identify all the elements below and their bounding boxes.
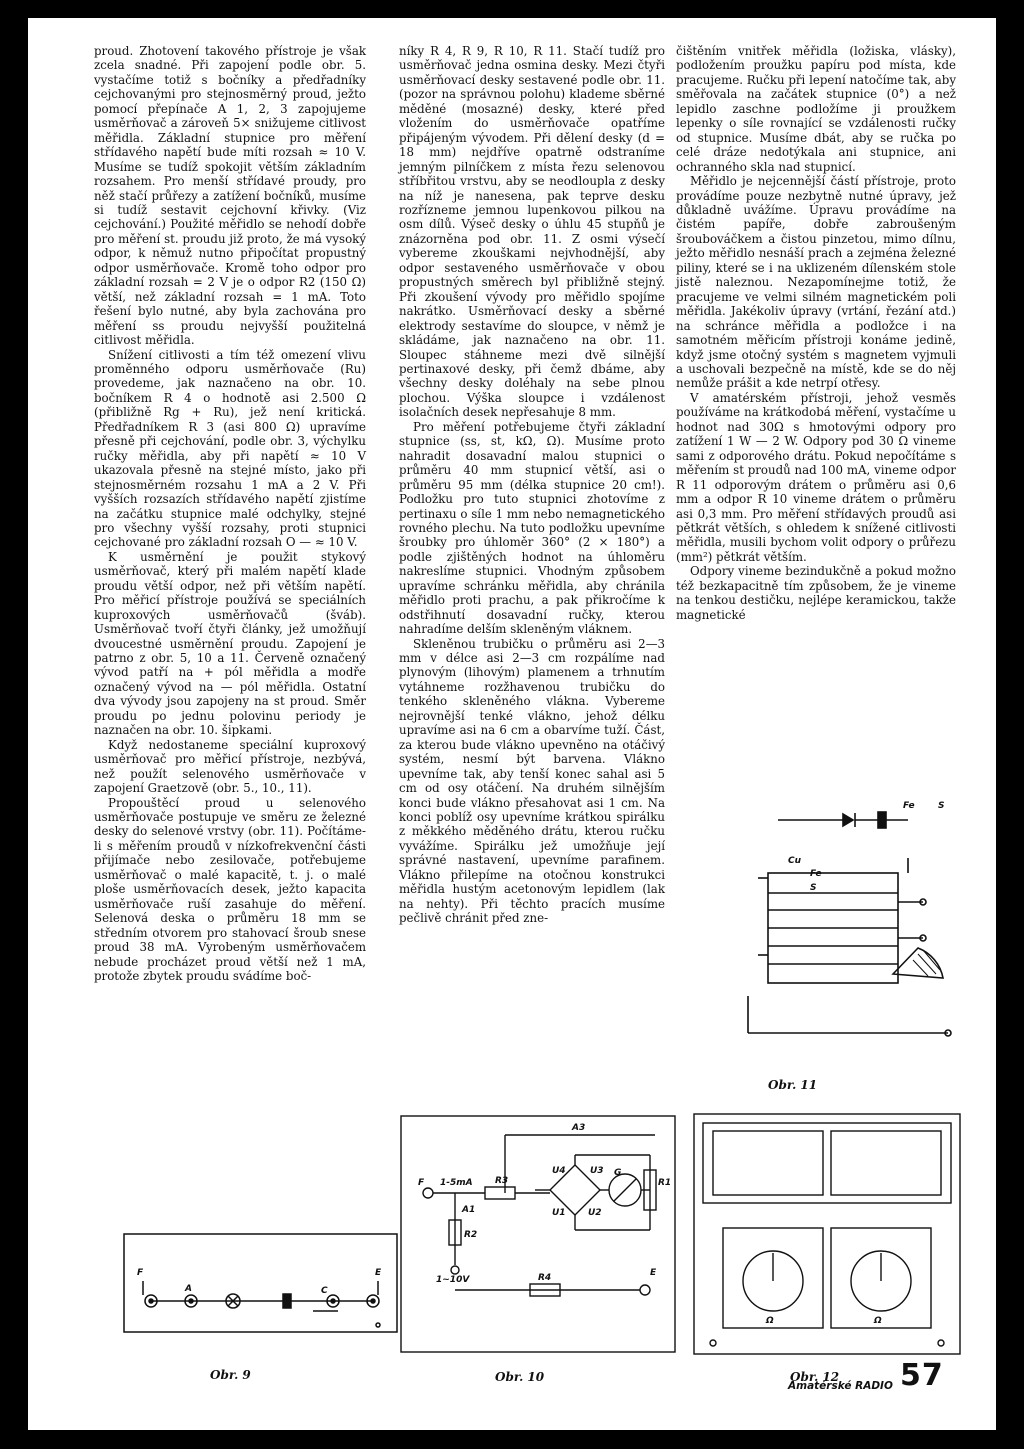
paragraph: čištěním vnitřek měřidla (ložiska, vlásky), podložením proužku papíru pod místa, kde pracujeme. Ručku při lepení natočíme tak, aby směřovala na začátek stupnice (0°) a než lepidlo zaschne podložíme ji proužkem lepenky o síle rovnající se vzdálenosti ručky od stupnice. Musíme dbát, aby se ručka po celé dráze nedotýkala ani stupnice, ani ochranného skla nad stupnicí. — [676, 44, 956, 174]
fig9-label: E — [375, 1268, 382, 1278]
page-number: 57 — [900, 1358, 944, 1393]
fig10-label: U2 — [588, 1208, 602, 1218]
paragraph: Měřidlo je nejcennější částí přístroje, proto provádíme pouze nezbytně nutné úpravy, jež důkladně uvážíme. Úpravu provádíme na čistém papíře, dobře zabroušeným šroubováčkem a čistou pinzetou, mimo dílnu, ježto měřidlo nesnáší prach a zejména železné piliny, které se i na uklizeném dílenském stole jistě naleznou. Nezapomínejme totiž, že pracujeme ve velmi silném magnetickém poli měřidla. Jakékoliv úpravy (vrtání, řezání atd.) na schránce měřidla a podložce i na samotném měřicím přístroji konáme jedině, když jsme otočný systém s magnetem vyjmuli a uschovali bezpečně na místě, kde se do něj nemůže prášit a kde netrpí otřesy. — [676, 174, 956, 391]
magazine-page — [28, 18, 996, 1430]
text-column-1 — [94, 44, 366, 983]
fig11-label: Cu — [788, 856, 802, 866]
fig9-drawing — [123, 1233, 398, 1333]
fig11-label: S — [938, 801, 945, 811]
fig10-label: 1~10V — [436, 1275, 470, 1285]
figure-caption: Obr. 9 — [210, 1368, 251, 1382]
paragraph: K usměrnění je použit stykový usměrňovač, který při malém napětí klade proudu větší odpor, než při větším napětí. Pro měřicí přístroje používá se speciálních kuproxových usměrňovačů (šváb). Usměrňovač tvoří čtyři články, jež umožňují dvoucestné usměrnění proudu. Zapojení je patrno z obr. 5, 10 a 11. Červeně označený vývod patří na + pól měřidla a modře označený vývod na — pól měřidla. Ostatní dva vývody jsou zapojeny na st proud. Směr proudu po jednu polovinu periody je naznačen na obr. 10. šipkami. — [94, 549, 366, 738]
figure-10-circuit — [400, 1115, 676, 1353]
fig12-label: Ω — [766, 1316, 774, 1326]
fig12-label: Ω — [874, 1316, 882, 1326]
fig10-label: 1-5mA — [440, 1178, 473, 1188]
paragraph: níky R 4, R 9, R 10, R 11. Stačí tudíž pro usměrňovač jedna osmina desky. Mezi čtyři usměrňovací desky sestavené podle obr. 11. (pozor na správnou polohu) klademe sběrné měděné (mosazné) desky, které před vložením do usměrňovače opatříme připájeným vývodem. Při dělení desky (d = 18 mm) nejdříve opatrně odstraníme jemným pilníčkem z místa řezu selenovou stříbřitou vrstvu, aby se neodloupla z desky na níž je nanesena, pak teprve desku rozřízneme jemnou lupenkovou pilkou na osm dílů. Výseč desky o úhlu 45 stupňů je znázorněna pod obr. 11. Z osmi výsečí vybereme zkouškami nejvhodnější, aby odpor sestaveného usměrňovače v obou propustných směrech byl přibližně stejný. Při zkoušení vývody pro měřidlo spojíme nakrátko. Usměrňovací desky a sběrné elektrody sestavíme do sloupce, v němž je skládáme, jak naznačeno na obr. 11. Sloupec stáhneme mezi dvě silnější pertinaxové desky, při čemž dbáme, aby všechny desky doléhaly na sebe plnou plochou. Výška sloupce i vzdálenost isolačních desek nepřesahuje 8 mm. — [399, 44, 665, 420]
fig11-label: Fe — [903, 801, 915, 811]
fig11-label: Fe — [810, 869, 822, 879]
fig10-schematic — [400, 1115, 676, 1353]
fig10-label: R2 — [464, 1230, 478, 1240]
fig10-label: E — [650, 1268, 657, 1278]
fig10-label: U1 — [552, 1208, 566, 1218]
text-column-3 — [676, 44, 956, 622]
paragraph: Odpory vineme bezindukčně a pokud možno též bezkapacitně tím způsobem, že je vineme na tenkou destičku, nejlépe keramickou, takže magnetické — [676, 564, 956, 622]
rectifier-stack-diagram — [718, 798, 958, 1048]
fig10-label: A3 — [572, 1123, 586, 1133]
fig9-label: A — [185, 1284, 192, 1294]
paragraph: Když nedostaneme speciální kuproxový usměrňovač pro měřicí přístroje, nezbývá, než použít selenového usměrňovače v zapojení Graetzově (obr. 5., 10., 11). — [94, 737, 366, 796]
figure-caption: Obr. 10 — [495, 1370, 545, 1384]
paragraph: Snížení citlivosti a tím též omezení vlivu proměnného odporu usměrňovače (Ru) provedeme, jak naznačeno na obr. 10. bočníkem R 4 o hodnotě asi 2.500 Ω (přibližně Rg + Ru), jež není kritická. Předřadníkem R 3 (asi 800 Ω) upravíme přesně při cejchování, podle obr. 3, výchylku ručky měřidla, aby při napětí ≈ 10 V ukazovala přesně na stejné místo, jako při stejnosměrném rozsahu 1 mA a 2 V. Při vyšších rozsazích střídavého napětí zjistíme na začátku stupnice malé odchylky, stejné pro všechny vyšší rozsahy, proti stupnici cejchované pro základní rozsah O — ≈ 10 V. — [94, 347, 366, 550]
fig10-label: U3 — [590, 1166, 604, 1176]
paragraph: Skleněnou trubičku o průměru asi 2—3 mm v délce asi 2—3 cm rozpálíme nad plynovým (lihovým) plamenem a trhnutím vytáhneme rozžhavenou trubičku do tenkého skleněného vlákna. Vybereme nejrovnější tenké vlákno, jehož délku upravíme asi na 6 cm a obarvíme tuží. Část, za kterou bude vlákno upevněno na otáčivý systém, nesmí být barvena. Vlákno upevníme tak, aby tenší konec sahal asi 5 cm od osy otáčení. Na druhém silnějším konci bude vlákno přesahovat asi 1 cm. Na konci poblíž osy upevníme krátkou spirálku z měkkého měděného drátu, kterou ručku vyvážíme. Spirálku jež umožňuje její správné nastavení, upevníme parafinem. Vlákno přilepíme na otočnou konstrukci měřidla hustým acetonovým lepidlem (lak na nehty). Při těchto pracích musíme pečlivě chránit před zne- — [399, 636, 665, 926]
figure-9-meter-setup — [123, 1233, 398, 1333]
paragraph: proud. Zhotovení takového přístroje je však zcela snadné. Při zapojení podle obr. 5. vystačíme totiž s bočníky a předřadníky cejchovanými pro stejnosměrný proud, ježto pomocí přepínače A 1, 2, 3 zapojujeme usměrňovač a zároveň 5× snižujeme citlivost měřidla. Základní stupnice pro měření střídavého napětí bude míti rozsah ≈ 10 V. Musíme se tudíž spokojit větším základním rozsahem. Pro menší střídavé proudy, pro něž stačí průřezy a zatížení bočníků, musíme si tudíž sestavit cejchovní křivky. (Viz cejchování.) Použité měřidlo se nehodí dobře pro měření st. proudu již proto, že má vysoký odpor, k němuž nutno připočítat propustný odpor usměrňovače. Kromě toho odpor pro základní rozsah = 2 V je o odpor R2 (150 Ω) větší, než základní rozsah = 1 mA. Toto řešení bylo nutné, aby byla zachována pro měření ss proudu nejvyšší použitelná citlivost měřidla. — [94, 44, 366, 348]
fig10-label: R3 — [495, 1176, 509, 1186]
fig11-label: S — [810, 883, 817, 893]
paragraph: Pro měření potřebujeme čtyři základní stupnice (ss, st, kΩ, Ω). Musíme proto nahradit dosavadní malou stupnici o průměru 40 mm stupnicí větší, asi o průměru 95 mm (délka stupnice 20 cm!). Podložku pro tuto stupnici zhotovíme z pertinaxu o síle 1 mm nebo nemagnetického rovného plechu. Na tuto podložku upevníme šroubky pro úhloměr 360° (2 × 180°) a podle zjištěných hodnot na úhloměru nakreslíme stupnici. Vhodným způsobem upravíme schránku měřidla, aby chránila měřidlo proti prachu, a pak přikročíme k odstřihnutí dosavadní ručky, kterou nahradíme delším skleněným vláknem. — [399, 419, 665, 637]
fig10-label: F — [418, 1178, 425, 1188]
fig9-label: F — [137, 1268, 144, 1278]
fig9-label: C — [321, 1286, 328, 1296]
paragraph: Propouštěcí proud u selenového usměrňovače postupuje ve směru ze železné desky do selenové vrstvy (obr. 11). Počítáme-li s měřením proudů v nízkofrekvenční části přijímače nebo zesilovače, potřebujeme usměrňovač o malé kapacitě, t. j. o malé ploše usměrňovacích desek, ježto kapacita usměrňovače ruší zasahuje do měření. Selenová deska o průměru 18 mm se středním otvorem pro stahovací šroub snese proud 38 mA. Vyrobeným usměrňovačem nebude procházet proud větší než 1 mA, protože zbytek proudu svádíme boč- — [94, 795, 366, 983]
figure-11-rectifier-stack — [718, 798, 958, 1048]
fig10-label: R4 — [538, 1273, 552, 1283]
figure-caption: Obr. 11 — [768, 1078, 818, 1092]
fig10-label: A1 — [462, 1205, 476, 1215]
fig10-label: G — [614, 1168, 622, 1178]
paragraph: V amatérském přístroji, jehož vesměs používáme na krátkodobá měření, vystačíme u hodnot nad 30Ω s hmotovými odpory pro zatížení 1 W — 2 W. Odpory pod 30 Ω vineme sami z odporového drátu. Pokud nepočítáme s měřením st proudů nad 100 mA, vineme odpor R 11 odporovým drátem o průměru asi 0,6 mm a odpor R 10 vineme drátem o průměru asi 0,3 mm. Pro měření střídavých proudů asi pětkrát větších, s ohledem k snížené citlivosti měřidla, musili bychom volit odpory o průřezu (mm²) pětkrát větším. — [676, 390, 956, 564]
fig12-drawing — [693, 1113, 961, 1355]
figure-caption: Obr. 12 — [790, 1370, 840, 1384]
fig10-label: U4 — [552, 1166, 566, 1176]
figure-12-meter-panel — [693, 1113, 961, 1355]
fig10-label: R1 — [658, 1178, 672, 1188]
magazine-name: Amatérské RADIO — [788, 1380, 893, 1392]
text-column-2 — [399, 44, 665, 926]
